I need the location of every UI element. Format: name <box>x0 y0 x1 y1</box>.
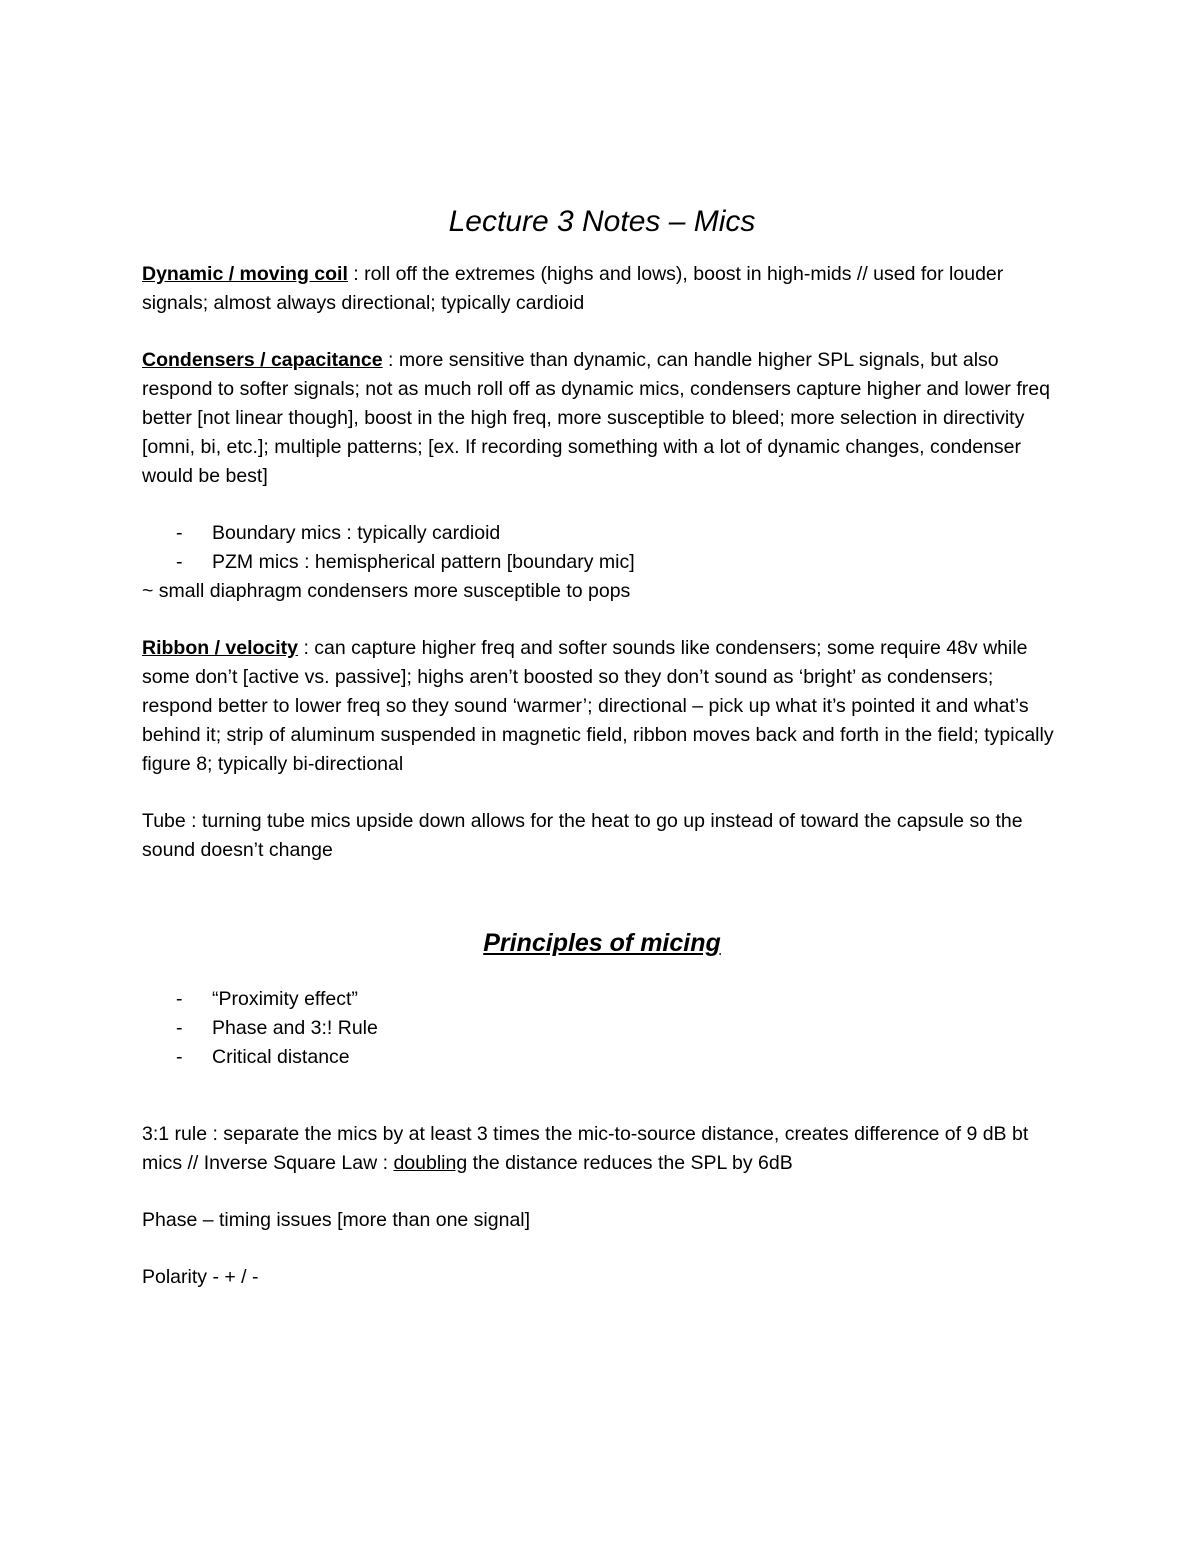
principles-list <box>142 985 1062 1072</box>
spacer <box>142 491 1062 519</box>
list-item: - Boundary mics : typically cardioid <box>142 519 1062 548</box>
ribbon-text: : can capture higher freq and softer sounds like condensers; some require 48v while some don’t [active vs. passive]; highs aren’t boosted so they don’t sound as ‘bright’ as condensers; respond better to lower freq so they sound ‘warmer’; directional – pick up what it’s pointed it and what’s behind it; strip of aluminum suspended in magnetic field, ribbon moves back and forth in the field; typically figure 8; typically bi-directional <box>142 637 1054 775</box>
page-title: Lecture 3 Notes – Mics <box>448 205 756 238</box>
spacer <box>142 1235 1062 1263</box>
condenser-note: ~ small diaphragm condensers more susceptible to pops <box>142 580 631 602</box>
condensers-paragraph <box>142 346 1062 491</box>
rule-text-before: 3:1 rule : separate the mics by at least 3 times the mic-to-source distance, creates difference of 9 dB bt mics // Inverse Square Law : <box>142 1123 1029 1174</box>
spacer <box>142 963 1062 985</box>
document-page <box>142 200 1062 1292</box>
ribbon-paragraph <box>142 634 1062 779</box>
list-item: - “Proximity effect” <box>142 985 1062 1014</box>
spacer <box>142 1072 1062 1120</box>
condensers-term: Condensers / capacitance <box>142 349 383 371</box>
condensers-text: : more sensitive than dynamic, can handle higher SPL signals, but also respond to softer signals; not as much roll off as dynamic mics, condensers capture higher and lower freq better [not linear though], boost in the high freq, more susceptible to bleed; more selection in directivity [omni, bi, etc.]; multiple patterns; [ex. If recording something with a lot of dynamic changes, condenser would be best] <box>142 349 1050 487</box>
dynamic-term: Dynamic / moving coil <box>142 263 348 285</box>
tube-paragraph: Tube : turning tube mics upside down allows for the heat to go up instead of toward the capsule so the sound doesn’t change <box>142 810 1023 861</box>
list-item: - Phase and 3:! Rule <box>142 1014 1062 1043</box>
spacer <box>142 318 1062 346</box>
phase-paragraph: Phase – timing issues [more than one signal] <box>142 1209 531 1231</box>
rule-text-after: the distance reduces the SPL by 6dB <box>467 1152 793 1174</box>
rule-paragraph <box>142 1120 1062 1178</box>
spacer <box>142 865 1062 923</box>
condenser-list <box>142 519 1062 577</box>
list-item: - PZM mics : hemispherical pattern [boundary mic] <box>142 548 1062 577</box>
list-item: - Critical distance <box>142 1043 1062 1072</box>
dynamic-paragraph <box>142 260 1062 318</box>
spacer <box>142 779 1062 807</box>
dynamic-text: : roll off the extremes (highs and lows), boost in high-mids // used for louder signals; almost always directional; typically cardioid <box>142 263 1004 314</box>
principles-heading: Principles of micing <box>483 929 721 957</box>
spacer <box>142 1178 1062 1206</box>
rule-underlined: doubling <box>393 1152 468 1174</box>
polarity-paragraph: Polarity - + / - <box>142 1266 259 1288</box>
spacer <box>142 606 1062 634</box>
ribbon-term: Ribbon / velocity <box>142 637 299 659</box>
